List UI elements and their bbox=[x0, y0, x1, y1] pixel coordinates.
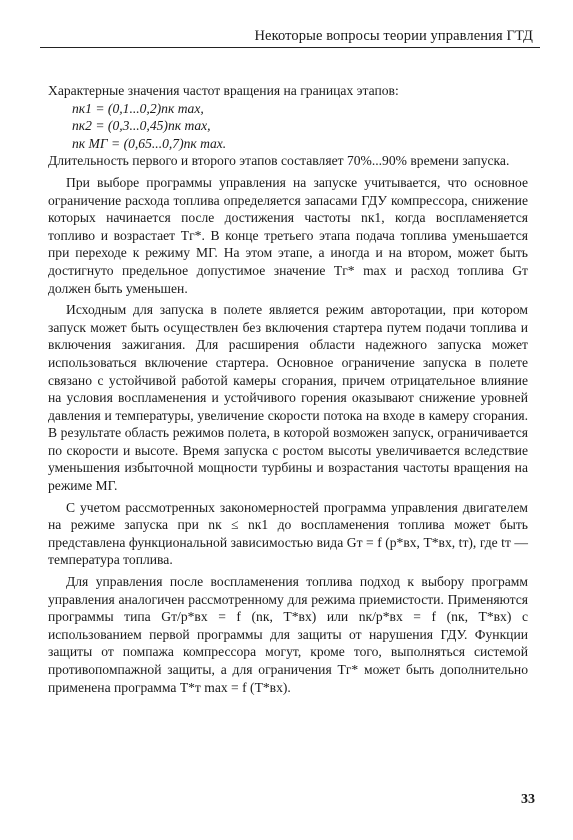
formula-nk2: nк2 = (0,3...0,45)nк max, bbox=[72, 118, 211, 134]
paragraph-control-program: С учетом рассмотренных закономерностей программа управления двигателем на режиме запуска при nк ≤ nк1 до воспламенения топлива может быть представлена функциональной зависимостью вида Gт = f (p*вх, T*вх, tт), где tт — температура топлива. bbox=[48, 499, 528, 568]
paragraph-duration: Длительность первого и второго этапов составляет 70%...90% времени запуска. bbox=[48, 153, 510, 169]
page-number: 33 bbox=[521, 792, 535, 807]
page-body bbox=[48, 82, 528, 696]
intro-line: Характерные значения частот вращения на границах этапов: bbox=[48, 83, 399, 98]
header-rule bbox=[40, 47, 540, 48]
paragraph-post-ignition: Для управления после воспламенения топлива подход к выбору программ управления аналогичен рассмотренному для режима приемистости. Применяются программы типа Gт/p*вх = f (nк, T*вх) или nк/p*вх = f (nк, T*вх) с использованием первой программы для защиты от нарушения ГДУ. Функции защиты от помпажа компрессора могут, кроме того, выполняться системой противопомпажной защиты, а для ограничения Tг* может быть дополнительно применена программа T*т max = f (T*вх). bbox=[48, 574, 528, 695]
paragraph-flight-start: Исходным для запуска в полете является режим авторотации, при котором запуск может быть осуществлен без включения стартера путем подачи топлива и включения зажигания. Для расширения области надежного запуска может использоваться включение стартера. Основное ограничение запуска в полете связано с устойчивой работой камеры сгорания, причем отрицательное влияние на условия воспламенения и устойчивого горения оказывают снижение уровней давления и температуры, увеличение скорости потока на входе в камеру сгорания. В результате область режимов полета, в которой возможен запуск, ограничивается по скорости и высоте. Время запуска с ростом высоты увеличивается вследствие уменьшения избыточной мощности турбины и возрастания частоты вращения на режиме МГ. bbox=[48, 302, 528, 494]
formula-nk1: nк1 = (0,1...0,2)nк max, bbox=[72, 100, 204, 116]
paragraph-program-selection: При выборе программы управления на запуске учитывается, что основное ограничение расхода топлива определяется запасами ГДУ компрессора, снижение которых начинается после достижения частоты nк1, когда воспламеняется топливо и возрастает Tг*. В конце третьего этапа подача топлива уменьшается при переходе к режиму МГ. На этом этапе, а иногда и на втором, может быть достигнуто предельное допустимое значение Tг* max и расход топлива Gт должен быть уменьшен. bbox=[48, 174, 528, 296]
formula-nk-mg: nк МГ = (0,65...0,7)nк max. bbox=[72, 135, 227, 151]
running-head: Некоторые вопросы теории управления ГТД bbox=[254, 28, 533, 44]
